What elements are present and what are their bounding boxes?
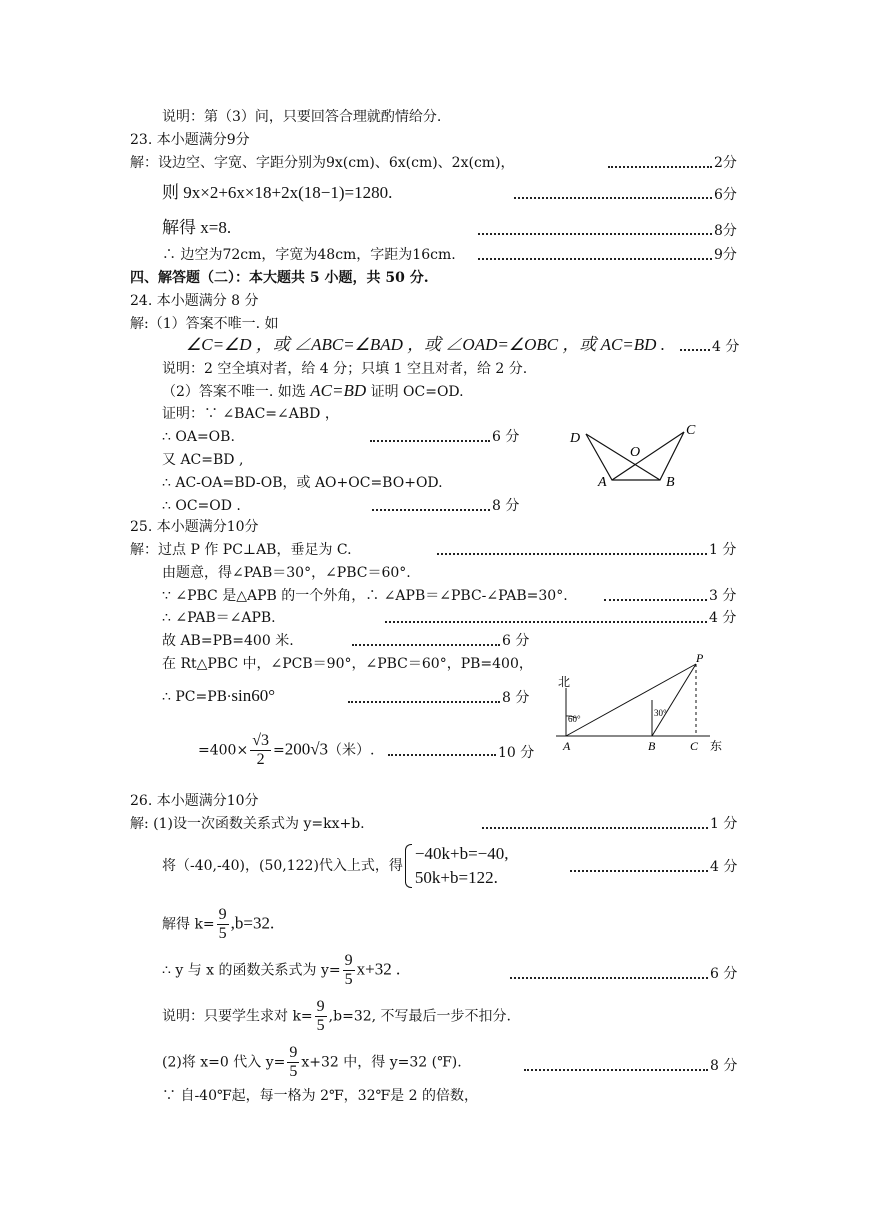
score: 4 分 — [710, 859, 738, 875]
q25-line-4: ∴ ∠PAB＝∠APB. — [162, 610, 276, 626]
label-b: B — [666, 475, 675, 490]
label-c: C — [686, 423, 696, 438]
q24-figure — [560, 418, 710, 493]
q23-line-1: 解：设边空、字宽、字距分别为9x(cm)、6x(cm)、2x(cm)， — [130, 155, 515, 171]
score: 8 分 — [502, 690, 530, 706]
leader-dots — [385, 621, 707, 623]
leader-dots — [370, 440, 490, 442]
q24-proof-start: 证明：∵ ∠BAC=∠ABD ， — [162, 406, 339, 422]
label-b: B — [648, 739, 656, 753]
label-a: A — [563, 739, 571, 753]
label-60: 60° — [568, 714, 581, 724]
score: 6 分 — [502, 633, 530, 649]
q24-proof-subtract: ∴ AC-OA=BD-OB，或 AO+OC=BO+OD. — [162, 475, 443, 491]
q25-line-5: 故 AB=PB=400 米. — [162, 633, 294, 649]
q25-line-6: 在 Rt△PBC 中，∠PCB＝90°，∠PBC＝60°，PB=400， — [162, 656, 533, 672]
q25-line-3: ∵ ∠PBC 是△APB 的一个外角，∴ ∠APB＝∠PBC-∠PAB=30°. — [162, 588, 568, 604]
label-p: P — [696, 651, 704, 665]
score: 8 分 — [710, 1058, 738, 1074]
score: 1 分 — [710, 816, 738, 832]
leader-dots — [604, 599, 707, 601]
q24-proof-oa-ob: ∴ OA=OB. — [162, 429, 235, 445]
leader-dots — [352, 644, 500, 646]
leader-dots — [524, 1069, 708, 1071]
q24-part2: （2）答案不唯一. 如选 AC=BD 证明 OC=OD. — [162, 381, 464, 400]
q25-line-2: 由题意，得∠PAB＝30°，∠PBC＝60°. — [162, 565, 411, 581]
leader-dots — [348, 701, 500, 703]
section-4-heading: 四、解答题（二）：本大题共 5 小题，共 50 分. — [130, 270, 429, 286]
score: 4 分 — [712, 339, 740, 355]
score: 1 分 — [709, 542, 737, 558]
q24-proof-ac-bd: 又 AC=BD , — [162, 452, 244, 468]
leader-dots — [478, 258, 712, 260]
score: 10 分 — [498, 745, 535, 761]
label-east: 东 — [710, 739, 723, 753]
q24-part1: 解:（1）答案不唯一. 如 — [130, 316, 279, 332]
q24-header: 24. 本小题满分 8 分 — [130, 293, 259, 309]
q25-result: =400× $\frac{√3}{2}$ =200√3（米）. — [198, 732, 375, 768]
q25-line-7: ∴ PC=PB·sin60° — [162, 686, 276, 705]
q24-note: 说明：2 空全填对者，给 4 分；只填 1 空且对者，给 2 分. — [162, 361, 528, 377]
segment-ap — [566, 664, 696, 736]
leader-dots — [388, 754, 496, 756]
score: 6 分 — [710, 966, 738, 982]
score: 2分 — [714, 155, 737, 171]
q26-substitute: 将（-40,-40)，(50,122)代入上式，得 −40k+b=−40, 50k+b=122. — [162, 842, 509, 890]
leader-dots — [437, 553, 707, 555]
leader-dots — [570, 870, 708, 872]
segment-bp — [652, 664, 696, 736]
leader-dots — [680, 349, 710, 351]
label-north: 北 — [558, 675, 571, 689]
q25-header: 25. 本小题满分10分 — [130, 519, 259, 535]
q26-solve: 解得 k= $\frac{9}{5}$ ,b=32. — [162, 906, 275, 942]
leader-dots — [482, 827, 708, 829]
leader-dots — [514, 197, 712, 199]
label-a: A — [598, 475, 607, 490]
q23-header: 23. 本小题满分9分 — [130, 132, 250, 148]
leader-dots — [608, 166, 712, 168]
leader-dots — [372, 509, 490, 511]
label-30: 30° — [654, 708, 667, 718]
score: 8分 — [714, 223, 737, 239]
q24-proof-conclusion: ∴ OC=OD . — [162, 498, 241, 514]
score: 4 分 — [709, 610, 737, 626]
q26-part2-reason: ∵ 自-40℉起，每一格为 2℉，32℉是 2 的倍数， — [162, 1088, 478, 1104]
q26-function: ∴ y 与 x 的函数关系式为 y= $\frac{9}{5}$ x+32 . — [162, 952, 401, 988]
q26-header: 26. 本小题满分10分 — [130, 793, 259, 809]
q23-answer: ∴ 边空为72cm，字宽为48cm，字距为16cm. — [162, 247, 456, 263]
q26-part2: (2)将 x=0 代入 y= $\frac{9}{5}$ x+32 中，得 y=32 (℉). — [162, 1044, 462, 1080]
leader-dots — [478, 233, 712, 235]
score: 6 分 — [492, 429, 520, 445]
label-d: D — [570, 431, 581, 446]
label-c: C — [690, 739, 699, 753]
equation-system: −40k+b=−40, 50k+b=122. — [403, 842, 509, 890]
score: 9分 — [714, 247, 737, 263]
q26-line-1: 解: (1)设一次函数关系式为 y=kx+b. — [130, 816, 365, 832]
leader-dots — [510, 977, 708, 979]
q25-figure — [550, 650, 730, 760]
q23-solve: 解得 x=8. — [162, 218, 232, 237]
q23-equation: 则 9x×2+6x×18+2x(18−1)=1280. — [162, 183, 393, 202]
q25-line-1: 解：过点 P 作 PC⊥AB，垂足为 C. — [130, 542, 352, 558]
q24-answers: ∠C=∠D ，或 ∠ABC=∠BAD ，或 ∠OAD=∠OBC ，或 AC=BD . — [186, 335, 665, 354]
label-o: O — [630, 445, 641, 460]
q26-note: 说明：只要学生求对 k= $\frac{9}{5}$ ,b=32, 不写最后一步不扣分. — [162, 998, 511, 1034]
note-q22: 说明：第（3）问，只要回答合理就酌情给分. — [162, 109, 442, 125]
score: 6分 — [714, 187, 737, 203]
score: 8 分 — [492, 498, 520, 514]
score: 3 分 — [709, 588, 737, 604]
